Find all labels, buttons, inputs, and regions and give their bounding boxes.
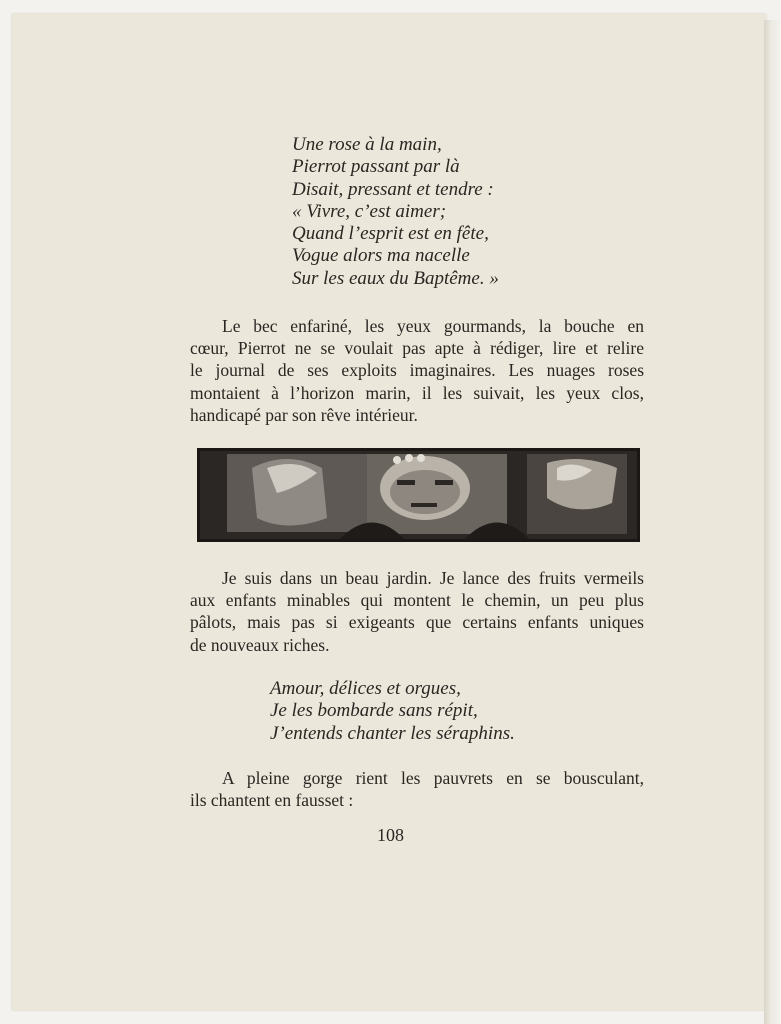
verse-line: Je les bombarde sans répit, xyxy=(270,700,478,722)
text-line: le journal de ses exploits imaginaires. Les nuages roses xyxy=(190,360,644,381)
text-line: pâlots, mais pas si exigeants que certains enfants uniques xyxy=(190,612,644,633)
paragraph-1 xyxy=(190,315,644,426)
verse-line: Une rose à la main, xyxy=(292,134,442,155)
verse-stanza-2 xyxy=(270,678,515,745)
text-line: aux enfants minables qui montent le chemin, un peu plus xyxy=(190,590,644,611)
paragraph-2 xyxy=(190,567,644,656)
text-line: Je suis dans un beau jardin. Je lance des fruits vermeils xyxy=(222,568,644,588)
verse-line: Amour, délices et orgues, xyxy=(270,678,461,699)
verse-line: Vogue alors ma nacelle xyxy=(292,245,470,267)
verse-line: Sur les eaux du Baptême. » xyxy=(292,267,499,289)
text-line: Le bec enfariné, les yeux gourmands, la bouche en xyxy=(222,316,644,336)
verse-line: Quand l’esprit est en fête, xyxy=(292,223,489,245)
text-line: ils chantent en fausset : xyxy=(190,790,354,811)
paragraph-3 xyxy=(190,767,644,811)
text-line: montaient à l’horizon marin, il les suivait, les yeux clos, xyxy=(190,382,644,403)
text-line: de nouveaux riches. xyxy=(190,634,330,655)
page-edge xyxy=(764,20,781,1024)
verse-line: J’entends chanter les séraphins. xyxy=(270,722,515,744)
woodcut-illustration xyxy=(197,448,640,542)
verse-line: Pierrot passant par là xyxy=(292,156,460,178)
verse-line: « Vivre, c’est aimer; xyxy=(292,200,447,222)
page-number: 108 xyxy=(377,825,404,845)
text-line: cœur, Pierrot ne se voulait pas apte à rédiger, lire et relire xyxy=(190,338,644,359)
text-line: handicapé par son rêve intérieur. xyxy=(190,404,418,425)
verse-line: Disait, pressant et tendre : xyxy=(292,178,494,200)
verse-stanza-1 xyxy=(292,134,499,290)
text-line: A pleine gorge rient les pauvrets en se bousculant, xyxy=(222,768,644,788)
